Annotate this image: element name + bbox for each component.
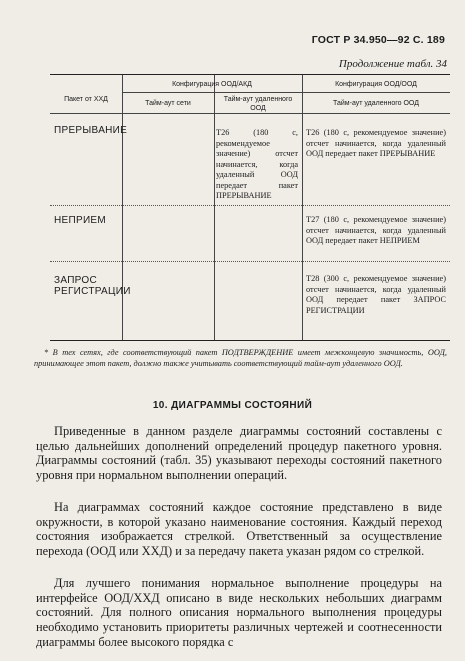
col-header-config-ood-akd: Конфигурация ООД/АКД xyxy=(172,81,252,88)
timeout-table xyxy=(50,74,450,341)
col-header-config-ood-ood: Конфигурация ООД/ООД xyxy=(335,81,417,88)
paragraph: Для лучшего понимания нормальное выполнение процедуры на интерфейсе ООД/ХХД описано в виде нескольких небольших диаграмм состояний. Для полного описания нормального выполнения процедуры необходимо установить приоритеты различных чертежей и соотнесенности диаграммы более высокого порядка с xyxy=(36,576,442,649)
table-header-bottom xyxy=(50,113,450,114)
table-row-divider xyxy=(50,205,450,206)
table-column-divider xyxy=(302,75,303,340)
row-label: ЗАПРОС РЕГИСТРАЦИИ xyxy=(54,275,131,297)
table-header-divider xyxy=(122,92,450,93)
paragraph: Приведенные в данном разделе диаграммы состояний составлены с целью дальнейших дополнений определений процедур пакетного уровня. Диаграммы состояний (табл. 35) указывают переходы состояний пакетного уровня при нормальном выполнении операций. xyxy=(36,424,442,483)
row-label: НЕПРИЕМ xyxy=(54,215,107,226)
col-header-network-timeout: Тайм-аут сети xyxy=(145,100,191,107)
col-header-remote-timeout: Тайм-аут удаленного ООД xyxy=(333,100,419,107)
paragraph: На диаграммах состояний каждое состояние представлено в виде окружности, в которой указано наименование состояния. Каждый переход состояния изображается стрелкой. Ответственный за осуществление перехода (ООД или ХХД) и за передачу пакета указан рядом со стрелкой. xyxy=(36,500,442,559)
table-row-divider xyxy=(50,261,450,262)
table-continuation-label: Продолжение табл. 34 xyxy=(338,58,447,70)
table-cell: T28 (300 с, рекомендуемое значение) отсчет начинается, когда удаленный ООД передает пакет ЗАПРОС РЕГИСТРАЦИИ xyxy=(306,274,446,315)
table-cell: T27 (180 с, рекомендуемое значение) отсчет начинается, когда удаленный ООД передает пакет НЕПРИЕМ xyxy=(306,215,446,245)
table-cell: T26 (180 с, рекомендуемое значение) отсчет начинается, когда удаленный ООД передает пакет ПРЕРЫВАНИЕ xyxy=(216,128,298,200)
row-label: ПРЕРЫВАНИЕ xyxy=(54,125,128,136)
col-header-packet: Пакет от ХХД xyxy=(64,96,108,103)
table-cell: T26 (180 с, рекомендуемое значение) отсчет начинается, когда удаленный ООД передает пакет ПРЕРЫВАНИЕ xyxy=(306,128,446,158)
table-footnote: * В тех сетях, где соответствующий пакет ПОДТВЕРЖДЕНИЕ имеет межконцевую значимость, ООД, принимающее этот пакет, должно также учитывать соответствующий тайм-аут удаленного ООД. xyxy=(34,348,447,368)
col-header-remote-timeout: Тайм-аут удаленного ООД xyxy=(223,96,293,112)
section-title: 10. ДИАГРАММЫ СОСТОЯНИЙ xyxy=(152,400,313,411)
table-column-divider xyxy=(214,75,215,340)
page-header: ГОСТ Р 34.950—92 С. 189 xyxy=(311,34,445,46)
table-column-divider xyxy=(122,75,123,340)
